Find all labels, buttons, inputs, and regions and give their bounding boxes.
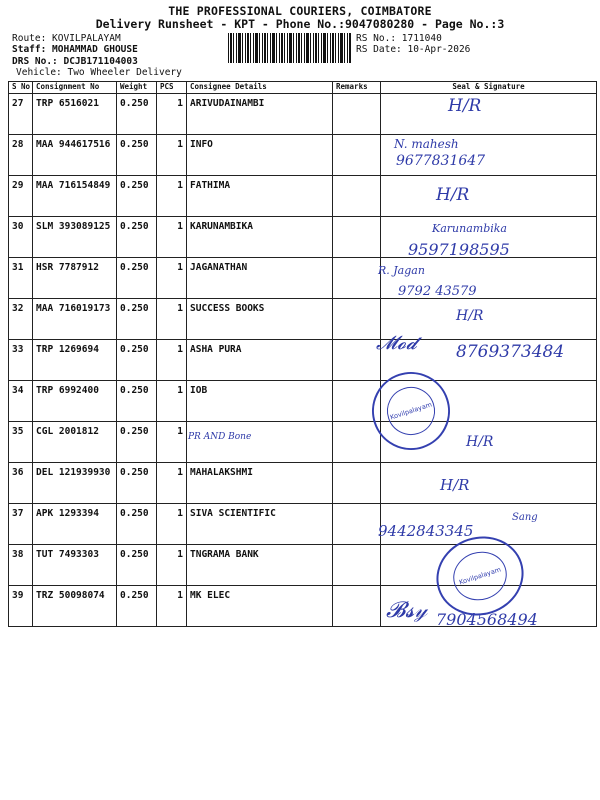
handwritten-phone: 8769373484 bbox=[456, 342, 565, 362]
cell-consignment: TRP 1269694 bbox=[33, 340, 117, 381]
staff-label: Staff: MOHAMMAD GHOUSE bbox=[12, 44, 138, 55]
cell-consignment: SLM 393089125 bbox=[33, 217, 117, 258]
cell-weight: 0.250 bbox=[117, 586, 157, 627]
stamp-text: Kovilpalayam bbox=[458, 565, 502, 587]
cell-consignment: TRP 6992400 bbox=[33, 381, 117, 422]
cell-sno: 32 bbox=[9, 299, 33, 340]
col-remarks: Remarks bbox=[333, 82, 381, 94]
cell-weight: 0.250 bbox=[117, 176, 157, 217]
rs-date: RS Date: 10-Apr-2026 bbox=[356, 44, 471, 55]
cell-weight: 0.250 bbox=[117, 135, 157, 176]
cell-weight: 0.250 bbox=[117, 258, 157, 299]
company-title: THE PROFESSIONAL COURIERS, COIMBATORE bbox=[168, 4, 432, 18]
cell-remarks bbox=[333, 217, 381, 258]
cell-consignee: MAHALAKSHMI bbox=[187, 463, 333, 504]
cell-weight: 0.250 bbox=[117, 299, 157, 340]
col-pcs: PCS bbox=[157, 82, 187, 94]
handwritten-signature: Sang bbox=[512, 512, 538, 523]
table-row bbox=[9, 258, 597, 299]
handwritten-phone: 9792 43579 bbox=[398, 284, 477, 299]
cell-sno: 38 bbox=[9, 545, 33, 586]
cell-sno: 36 bbox=[9, 463, 33, 504]
cell-sno: 30 bbox=[9, 217, 33, 258]
cell-consignment: TRZ 50098074 bbox=[33, 586, 117, 627]
cell-consignee: FATHIMA bbox=[187, 176, 333, 217]
cell-consignee: INFO bbox=[187, 135, 333, 176]
cell-remarks bbox=[333, 545, 381, 586]
vehicle-label: Vehicle: Two Wheeler Delivery bbox=[16, 67, 182, 78]
handwritten-hr: H/R bbox=[456, 308, 484, 324]
cell-consignee: KARUNAMBIKA bbox=[187, 217, 333, 258]
cell-weight: 0.250 bbox=[117, 340, 157, 381]
cell-remarks bbox=[333, 135, 381, 176]
cell-sno: 39 bbox=[9, 586, 33, 627]
cell-consignment: DEL 121939930 bbox=[33, 463, 117, 504]
route-label: Route: KOVILPALAYAM bbox=[12, 33, 121, 44]
cell-sno: 31 bbox=[9, 258, 33, 299]
cell-consignee: IOB bbox=[187, 381, 333, 422]
cell-remarks bbox=[333, 504, 381, 545]
handwritten-name: R. Jagan bbox=[378, 264, 425, 277]
cell-sno: 28 bbox=[9, 135, 33, 176]
col-consignment: Consignment No bbox=[33, 82, 117, 94]
handwritten-phone: 9442843345 bbox=[378, 522, 474, 540]
stamp-text: Kovilpalayam bbox=[389, 400, 433, 422]
cell-remarks bbox=[333, 422, 381, 463]
handwritten-phone: 9677831647 bbox=[396, 153, 486, 169]
cell-pcs: 1 bbox=[157, 299, 187, 340]
handwritten-signature: 𝓑𝓼𝓎 bbox=[386, 598, 428, 623]
cell-sno: 37 bbox=[9, 504, 33, 545]
cell-consignee: JAGANATHAN bbox=[187, 258, 333, 299]
col-sno: S No bbox=[9, 82, 33, 94]
cell-seal bbox=[381, 463, 597, 504]
cell-remarks bbox=[333, 586, 381, 627]
table-row bbox=[9, 422, 597, 463]
cell-weight: 0.250 bbox=[117, 545, 157, 586]
table-row bbox=[9, 135, 597, 176]
cell-pcs: 1 bbox=[157, 94, 187, 135]
cell-pcs: 1 bbox=[157, 340, 187, 381]
cell-remarks bbox=[333, 258, 381, 299]
cell-weight: 0.250 bbox=[117, 381, 157, 422]
handwritten-hr: H/R bbox=[436, 185, 470, 205]
cell-pcs: 1 bbox=[157, 545, 187, 586]
table-row bbox=[9, 463, 597, 504]
table-row bbox=[9, 381, 597, 422]
cell-sno: 35 bbox=[9, 422, 33, 463]
cell-remarks bbox=[333, 94, 381, 135]
cell-consignment: APK 1293394 bbox=[33, 504, 117, 545]
cell-sno: 27 bbox=[9, 94, 33, 135]
col-consignee: Consignee Details bbox=[187, 82, 333, 94]
cell-consignment: CGL 2001812 bbox=[33, 422, 117, 463]
col-weight: Weight bbox=[117, 82, 157, 94]
handwritten-name: N. mahesh bbox=[394, 137, 459, 151]
cell-pcs: 1 bbox=[157, 422, 187, 463]
cell-remarks bbox=[333, 176, 381, 217]
cell-weight: 0.250 bbox=[117, 463, 157, 504]
table-header-row bbox=[9, 82, 597, 94]
cell-consignment: MAA 716019173 bbox=[33, 299, 117, 340]
table-row bbox=[9, 504, 597, 545]
drs-label: DRS No.: DCJB171104003 bbox=[12, 56, 138, 67]
cell-consignment: TUT 7493303 bbox=[33, 545, 117, 586]
table-row bbox=[9, 176, 597, 217]
handwritten-signature: 𝓜𝓸𝓭 bbox=[376, 332, 418, 354]
cell-consignment: HSR 7787912 bbox=[33, 258, 117, 299]
cell-pcs: 1 bbox=[157, 135, 187, 176]
cell-seal bbox=[381, 94, 597, 135]
handwritten-hr: H/R bbox=[440, 476, 470, 494]
cell-pcs: 1 bbox=[157, 217, 187, 258]
cell-consignee: SIVA SCIENTIFIC bbox=[187, 504, 333, 545]
cell-consignee bbox=[187, 422, 333, 463]
cell-pcs: 1 bbox=[157, 258, 187, 299]
cell-remarks bbox=[333, 299, 381, 340]
handwritten-name: Karunambika bbox=[432, 222, 507, 235]
cell-consignee: SUCCESS BOOKS bbox=[187, 299, 333, 340]
cell-consignee: ARIVUDAINAMBI bbox=[187, 94, 333, 135]
cell-pcs: 1 bbox=[157, 463, 187, 504]
table-row bbox=[9, 94, 597, 135]
cell-sno: 33 bbox=[9, 340, 33, 381]
table-row bbox=[9, 299, 597, 340]
barcode bbox=[228, 33, 351, 63]
handwritten-phone: 7904568494 bbox=[436, 610, 538, 629]
cell-pcs: 1 bbox=[157, 381, 187, 422]
cell-consignment: TRP 6516021 bbox=[33, 94, 117, 135]
handwritten-consignee: PR AND Bone bbox=[188, 432, 252, 442]
handwritten-phone: 9597198595 bbox=[408, 240, 510, 259]
cell-sno: 29 bbox=[9, 176, 33, 217]
cell-pcs: 1 bbox=[157, 504, 187, 545]
cell-remarks bbox=[333, 340, 381, 381]
cell-consignment: MAA 716154849 bbox=[33, 176, 117, 217]
cell-pcs: 1 bbox=[157, 586, 187, 627]
rs-number: RS No.: 1711040 bbox=[356, 33, 442, 44]
col-seal: Seal & Signature bbox=[381, 82, 597, 94]
cell-seal bbox=[381, 176, 597, 217]
cell-weight: 0.250 bbox=[117, 94, 157, 135]
cell-pcs: 1 bbox=[157, 176, 187, 217]
cell-consignee: ASHA PURA bbox=[187, 340, 333, 381]
cell-consignee: MK ELEC bbox=[187, 586, 333, 627]
cell-consignee: TNGRAMA BANK bbox=[187, 545, 333, 586]
cell-remarks bbox=[333, 463, 381, 504]
cell-weight: 0.250 bbox=[117, 504, 157, 545]
cell-weight: 0.250 bbox=[117, 422, 157, 463]
cell-weight: 0.250 bbox=[117, 217, 157, 258]
cell-sno: 34 bbox=[9, 381, 33, 422]
runsheet-subtitle: Delivery Runsheet - KPT - Phone No.:9047080280 - Page No.:3 bbox=[95, 17, 505, 31]
handwritten-hr: H/R bbox=[466, 434, 494, 450]
handwritten-hr: H/R bbox=[448, 96, 482, 116]
cell-consignment: MAA 944617516 bbox=[33, 135, 117, 176]
